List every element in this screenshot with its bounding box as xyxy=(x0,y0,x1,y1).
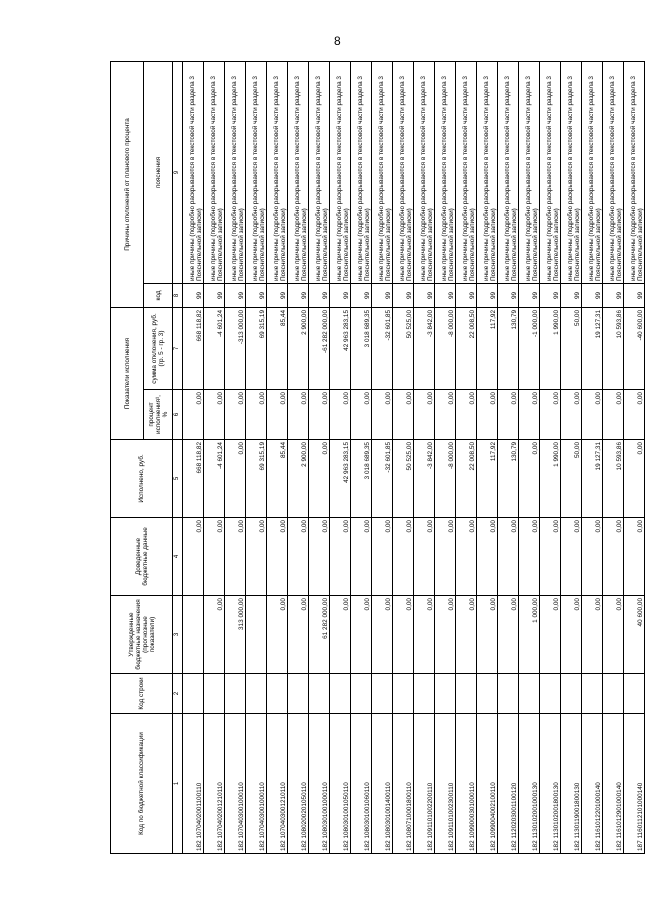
deviation-cell: 3 018 689,35 xyxy=(351,307,372,389)
row-code-cell xyxy=(351,674,372,714)
percent-cell: 0,00 xyxy=(561,390,582,440)
reason-code-cell: 99 xyxy=(582,283,603,307)
row-code-cell xyxy=(204,674,225,714)
approved-cell xyxy=(183,596,204,674)
budget-data-cell: 0,00 xyxy=(246,518,267,596)
reason-code-cell: 99 xyxy=(288,283,309,307)
executed-cell: -3 842,00 xyxy=(414,440,435,518)
kbk-cell: 182 1070403001210110 xyxy=(267,714,288,854)
approved-cell: 0,00 xyxy=(603,596,624,674)
table-row xyxy=(351,61,372,853)
table-body xyxy=(183,61,645,853)
budget-data-cell: 0,00 xyxy=(393,518,414,596)
table-row xyxy=(498,61,519,853)
explanation-cell: иные причины (подробно раскрываются в текстовой части раздела 3 Пояснительной записки) xyxy=(414,61,435,283)
header-deviation: сумма отклонения, руб. (гр. 5 - гр. 3) xyxy=(144,307,173,389)
kbk-cell: 182 1080301001400110 xyxy=(372,714,393,854)
explanation-cell: иные причины (подробно раскрываются в текстовой части раздела 3 Пояснительной записки) xyxy=(309,61,330,283)
reason-code-cell: 99 xyxy=(183,283,204,307)
deviation-cell: 117,92 xyxy=(477,307,498,389)
approved-cell: 0,00 xyxy=(435,596,456,674)
table-row xyxy=(435,61,456,853)
kbk-cell: 182 1099000301000110 xyxy=(456,714,477,854)
reason-code-cell: 99 xyxy=(330,283,351,307)
executed-cell: 22 008,50 xyxy=(456,440,477,518)
percent-cell: 0,00 xyxy=(309,390,330,440)
approved-cell: 0,00 xyxy=(414,596,435,674)
row-code-cell xyxy=(414,674,435,714)
explanation-cell: иные причины (подробно раскрываются в текстовой части раздела 3 Пояснительной записки) xyxy=(351,61,372,283)
deviation-cell: 668 118,82 xyxy=(183,307,204,389)
executed-cell: 3 018 689,35 xyxy=(351,440,372,518)
percent-cell: 0,00 xyxy=(414,390,435,440)
explanation-cell: иные причины (подробно раскрываются в текстовой части раздела 3 Пояснительной записки) xyxy=(477,61,498,283)
column-number: 2 xyxy=(173,674,183,714)
reason-code-cell: 99 xyxy=(351,283,372,307)
budget-data-cell: 0,00 xyxy=(330,518,351,596)
row-code-cell xyxy=(519,674,540,714)
budget-data-cell: 0,00 xyxy=(603,518,624,596)
approved-cell: 0,00 xyxy=(204,596,225,674)
column-number-row xyxy=(173,61,183,853)
table-row xyxy=(204,61,225,853)
header-indicators: Показатели исполнения xyxy=(111,307,144,439)
header-code: код xyxy=(144,283,173,307)
column-number: 3 xyxy=(173,596,183,674)
row-code-cell xyxy=(477,674,498,714)
budget-data-cell: 0,00 xyxy=(582,518,603,596)
executed-cell: 19 127,31 xyxy=(582,440,603,518)
explanation-cell: иные причины (подробно раскрываются в текстовой части раздела 3 Пояснительной записки) xyxy=(288,61,309,283)
approved-cell: 0,00 xyxy=(351,596,372,674)
deviation-cell: 1 990,00 xyxy=(540,307,561,389)
row-code-cell xyxy=(582,674,603,714)
kbk-cell: 182 1130102001000130 xyxy=(519,714,540,854)
explanation-cell: иные причины (подробно раскрываются в текстовой части раздела 3 Пояснительной записки) xyxy=(540,61,561,283)
deviation-cell: -40 600,00 xyxy=(624,307,645,389)
approved-cell: 0,00 xyxy=(456,596,477,674)
explanation-cell: иные причины (подробно раскрываются в текстовой части раздела 3 Пояснительной записки) xyxy=(267,61,288,283)
column-number: 6 xyxy=(173,390,183,440)
executed-cell: 1 990,00 xyxy=(540,440,561,518)
approved-cell: 313 000,00 xyxy=(225,596,246,674)
budget-data-cell: 0,00 xyxy=(288,518,309,596)
reason-code-cell: 99 xyxy=(624,283,645,307)
budget-data-cell: 0,00 xyxy=(624,518,645,596)
budget-data-cell: 0,00 xyxy=(204,518,225,596)
approved-cell: 0,00 xyxy=(561,596,582,674)
explanation-cell: иные причины (подробно раскрываются в текстовой части раздела 3 Пояснительной записки) xyxy=(372,61,393,283)
kbk-cell: 182 1070403001000110 xyxy=(225,714,246,854)
table-row xyxy=(456,61,477,853)
executed-cell: 0,00 xyxy=(624,440,645,518)
table-row xyxy=(540,61,561,853)
table-row xyxy=(561,61,582,853)
kbk-cell: 182 1099004002100110 xyxy=(477,714,498,854)
kbk-cell: 182 1070402001100110 xyxy=(183,714,204,854)
row-code-cell xyxy=(309,674,330,714)
reason-code-cell: 99 xyxy=(267,283,288,307)
deviation-cell: -4 601,24 xyxy=(204,307,225,389)
table-row xyxy=(288,61,309,853)
table-row xyxy=(414,61,435,853)
percent-cell: 0,00 xyxy=(456,390,477,440)
table-row xyxy=(372,61,393,853)
executed-cell: 85,44 xyxy=(267,440,288,518)
page-number: 8 xyxy=(334,34,341,48)
budget-data-cell: 0,00 xyxy=(351,518,372,596)
percent-cell: 0,00 xyxy=(225,390,246,440)
reason-code-cell: 99 xyxy=(540,283,561,307)
explanation-cell: иные причины (подробно раскрываются в текстовой части раздела 3 Пояснительной записки) xyxy=(603,61,624,283)
budget-data-cell: 0,00 xyxy=(414,518,435,596)
row-code-cell xyxy=(372,674,393,714)
deviation-cell: -8 000,00 xyxy=(435,307,456,389)
executed-cell: -4 601,24 xyxy=(204,440,225,518)
deviation-cell: 22 008,50 xyxy=(456,307,477,389)
deviation-cell: 19 127,31 xyxy=(582,307,603,389)
row-code-cell xyxy=(561,674,582,714)
percent-cell: 0,00 xyxy=(351,390,372,440)
column-number: 4 xyxy=(173,518,183,596)
row-code-cell xyxy=(435,674,456,714)
executed-cell: 2 900,00 xyxy=(288,440,309,518)
explanation-cell: иные причины (подробно раскрываются в текстовой части раздела 3 Пояснительной записки) xyxy=(561,61,582,283)
approved-cell: 0,00 xyxy=(540,596,561,674)
kbk-cell: 182 1091101002200110 xyxy=(414,714,435,854)
approved-cell: 0,00 xyxy=(393,596,414,674)
row-code-cell xyxy=(624,674,645,714)
reason-code-cell: 99 xyxy=(435,283,456,307)
table-row xyxy=(519,61,540,853)
explanation-cell: иные причины (подробно раскрываются в текстовой части раздела 3 Пояснительной записки) xyxy=(435,61,456,283)
executed-cell: 42 963 283,15 xyxy=(330,440,351,518)
kbk-cell: 182 1080301001050110 xyxy=(330,714,351,854)
executed-cell: 130,79 xyxy=(498,440,519,518)
row-code-cell xyxy=(393,674,414,714)
kbk-cell: 182 1070402001210110 xyxy=(204,714,225,854)
header-executed: Исполнено, руб. xyxy=(111,440,173,518)
budget-data-cell: 0,00 xyxy=(540,518,561,596)
explanation-cell: иные причины (подробно раскрываются в текстовой части раздела 3 Пояснительной записки) xyxy=(624,61,645,283)
approved-cell: 0,00 xyxy=(582,596,603,674)
report-table-container xyxy=(110,62,644,854)
deviation-cell: 130,79 xyxy=(498,307,519,389)
deviation-cell: 85,44 xyxy=(267,307,288,389)
percent-cell: 0,00 xyxy=(267,390,288,440)
table-row xyxy=(267,61,288,853)
approved-cell: 0,00 xyxy=(330,596,351,674)
percent-cell: 0,00 xyxy=(246,390,267,440)
budget-data-cell: 0,00 xyxy=(561,518,582,596)
approved-cell: 0,00 xyxy=(372,596,393,674)
table-header xyxy=(111,61,183,853)
table-row xyxy=(246,61,267,853)
budget-data-cell: 0,00 xyxy=(435,518,456,596)
table-row xyxy=(225,61,246,853)
deviation-cell: -1 000,00 xyxy=(519,307,540,389)
kbk-cell: 187 1160112101000140 xyxy=(624,714,645,854)
reason-code-cell: 99 xyxy=(204,283,225,307)
explanation-cell: иные причины (подробно раскрываются в текстовой части раздела 3 Пояснительной записки) xyxy=(330,61,351,283)
row-code-cell xyxy=(246,674,267,714)
kbk-cell: 182 1080710001800110 xyxy=(393,714,414,854)
row-code-cell xyxy=(267,674,288,714)
executed-cell: -32 601,85 xyxy=(372,440,393,518)
percent-cell: 0,00 xyxy=(288,390,309,440)
kbk-cell: 182 1091101002300110 xyxy=(435,714,456,854)
reason-code-cell: 99 xyxy=(603,283,624,307)
reason-code-cell: 99 xyxy=(414,283,435,307)
column-number: 7 xyxy=(173,307,183,389)
reason-code-cell: 99 xyxy=(498,283,519,307)
deviation-cell: 42 963 283,15 xyxy=(330,307,351,389)
approved-cell: 0,00 xyxy=(288,596,309,674)
kbk-cell: 182 1120203001100120 xyxy=(498,714,519,854)
explanation-cell: иные причины (подробно раскрываются в текстовой части раздела 3 Пояснительной записки) xyxy=(498,61,519,283)
budget-data-cell: 0,00 xyxy=(456,518,477,596)
explanation-cell: иные причины (подробно раскрываются в текстовой части раздела 3 Пояснительной записки) xyxy=(204,61,225,283)
executed-cell: 0,00 xyxy=(519,440,540,518)
deviation-cell: -313 000,00 xyxy=(225,307,246,389)
explanation-cell: иные причины (подробно раскрываются в текстовой части раздела 3 Пояснительной записки) xyxy=(225,61,246,283)
deviation-cell: 69 315,19 xyxy=(246,307,267,389)
table-row xyxy=(477,61,498,853)
column-number: 8 xyxy=(173,283,183,307)
percent-cell: 0,00 xyxy=(540,390,561,440)
reason-code-cell: 99 xyxy=(246,283,267,307)
explanation-cell: иные причины (подробно раскрываются в текстовой части раздела 3 Пояснительной записки) xyxy=(582,61,603,283)
header-explanation: пояснения xyxy=(144,61,173,283)
deviation-cell: -61 282 000,00 xyxy=(309,307,330,389)
header-approved: Утвержденные бюджетные назначения (прогнозные показатели) xyxy=(111,596,173,674)
table-row xyxy=(624,61,645,853)
deviation-cell: 50,00 xyxy=(561,307,582,389)
percent-cell: 0,00 xyxy=(477,390,498,440)
executed-cell: 50,00 xyxy=(561,440,582,518)
percent-cell: 0,00 xyxy=(582,390,603,440)
reason-code-cell: 99 xyxy=(225,283,246,307)
reason-code-cell: 99 xyxy=(309,283,330,307)
executed-cell: 0,00 xyxy=(309,440,330,518)
approved-cell: 40 600,00 xyxy=(624,596,645,674)
percent-cell: 0,00 xyxy=(330,390,351,440)
reason-code-cell: 99 xyxy=(561,283,582,307)
column-number: 5 xyxy=(173,440,183,518)
table-row xyxy=(393,61,414,853)
header-budget-data: Доведенные бюджетные данные xyxy=(111,518,173,596)
row-code-cell xyxy=(183,674,204,714)
budget-data-cell: 0,00 xyxy=(309,518,330,596)
kbk-cell: 182 1130102001800130 xyxy=(540,714,561,854)
kbk-cell: 182 1070403001000110 xyxy=(246,714,267,854)
kbk-cell: 182 1080301001000110 xyxy=(309,714,330,854)
budget-data-cell: 0,00 xyxy=(372,518,393,596)
reason-code-cell: 99 xyxy=(519,283,540,307)
budget-data-cell: 0,00 xyxy=(519,518,540,596)
row-code-cell xyxy=(603,674,624,714)
budget-data-cell: 0,00 xyxy=(225,518,246,596)
column-number: 9 xyxy=(173,61,183,283)
row-code-cell xyxy=(225,674,246,714)
executed-cell: 69 315,19 xyxy=(246,440,267,518)
percent-cell: 0,00 xyxy=(204,390,225,440)
executed-cell: 668 118,82 xyxy=(183,440,204,518)
header-percent: процент исполнения¹, % xyxy=(144,390,173,440)
budget-data-cell: 0,00 xyxy=(498,518,519,596)
approved-cell: 0,00 xyxy=(267,596,288,674)
executed-cell: 117,92 xyxy=(477,440,498,518)
header-kbk: Код по бюджетной классификации xyxy=(111,714,173,854)
explanation-cell: иные причины (подробно раскрываются в текстовой части раздела 3 Пояснительной записки) xyxy=(246,61,267,283)
reason-code-cell: 99 xyxy=(372,283,393,307)
header-row-code: Код строки xyxy=(111,674,173,714)
deviation-cell: 50 525,00 xyxy=(393,307,414,389)
percent-cell: 0,00 xyxy=(372,390,393,440)
deviation-cell: 2 900,00 xyxy=(288,307,309,389)
kbk-cell: 182 1161012901000140 xyxy=(603,714,624,854)
executed-cell: 50 525,00 xyxy=(393,440,414,518)
table-row xyxy=(309,61,330,853)
approved-cell xyxy=(246,596,267,674)
table-row xyxy=(582,61,603,853)
row-code-cell xyxy=(288,674,309,714)
row-code-cell xyxy=(540,674,561,714)
kbk-cell: 182 1080301001060110 xyxy=(351,714,372,854)
row-code-cell xyxy=(330,674,351,714)
executed-cell: -8 000,00 xyxy=(435,440,456,518)
deviation-cell: 10 593,86 xyxy=(603,307,624,389)
table-row xyxy=(183,61,204,853)
budget-data-cell: 0,00 xyxy=(477,518,498,596)
reason-code-cell: 99 xyxy=(456,283,477,307)
kbk-cell: 182 1161012201000140 xyxy=(582,714,603,854)
percent-cell: 0,00 xyxy=(435,390,456,440)
percent-cell: 0,00 xyxy=(183,390,204,440)
approved-cell: 0,00 xyxy=(498,596,519,674)
column-number: 1 xyxy=(173,714,183,854)
explanation-cell: иные причины (подробно раскрываются в текстовой части раздела 3 Пояснительной записки) xyxy=(393,61,414,283)
reason-code-cell: 99 xyxy=(393,283,414,307)
executed-cell: 0,00 xyxy=(225,440,246,518)
header-reasons: Причины отклонений от планового процента xyxy=(111,61,144,307)
percent-cell: 0,00 xyxy=(498,390,519,440)
row-code-cell xyxy=(456,674,477,714)
explanation-cell: иные причины (подробно раскрываются в текстовой части раздела 3 Пояснительной записки) xyxy=(519,61,540,283)
percent-cell: 0,00 xyxy=(624,390,645,440)
table-row xyxy=(330,61,351,853)
reason-code-cell: 99 xyxy=(477,283,498,307)
deviation-cell: -3 842,00 xyxy=(414,307,435,389)
executed-cell: 10 593,86 xyxy=(603,440,624,518)
percent-cell: 0,00 xyxy=(603,390,624,440)
kbk-cell: 182 1130119001800130 xyxy=(561,714,582,854)
budget-execution-table xyxy=(110,61,645,854)
approved-cell: 61 282 000,00 xyxy=(309,596,330,674)
deviation-cell: -32 601,85 xyxy=(372,307,393,389)
row-code-cell xyxy=(498,674,519,714)
percent-cell: 0,00 xyxy=(393,390,414,440)
budget-data-cell: 0,00 xyxy=(267,518,288,596)
approved-cell: 1 000,00 xyxy=(519,596,540,674)
percent-cell: 0,00 xyxy=(519,390,540,440)
approved-cell: 0,00 xyxy=(477,596,498,674)
budget-data-cell: 0,00 xyxy=(183,518,204,596)
table-row xyxy=(603,61,624,853)
kbk-cell: 182 1080200201050110 xyxy=(288,714,309,854)
explanation-cell: иные причины (подробно раскрываются в текстовой части раздела 3 Пояснительной записки) xyxy=(183,61,204,283)
explanation-cell: иные причины (подробно раскрываются в текстовой части раздела 3 Пояснительной записки) xyxy=(456,61,477,283)
